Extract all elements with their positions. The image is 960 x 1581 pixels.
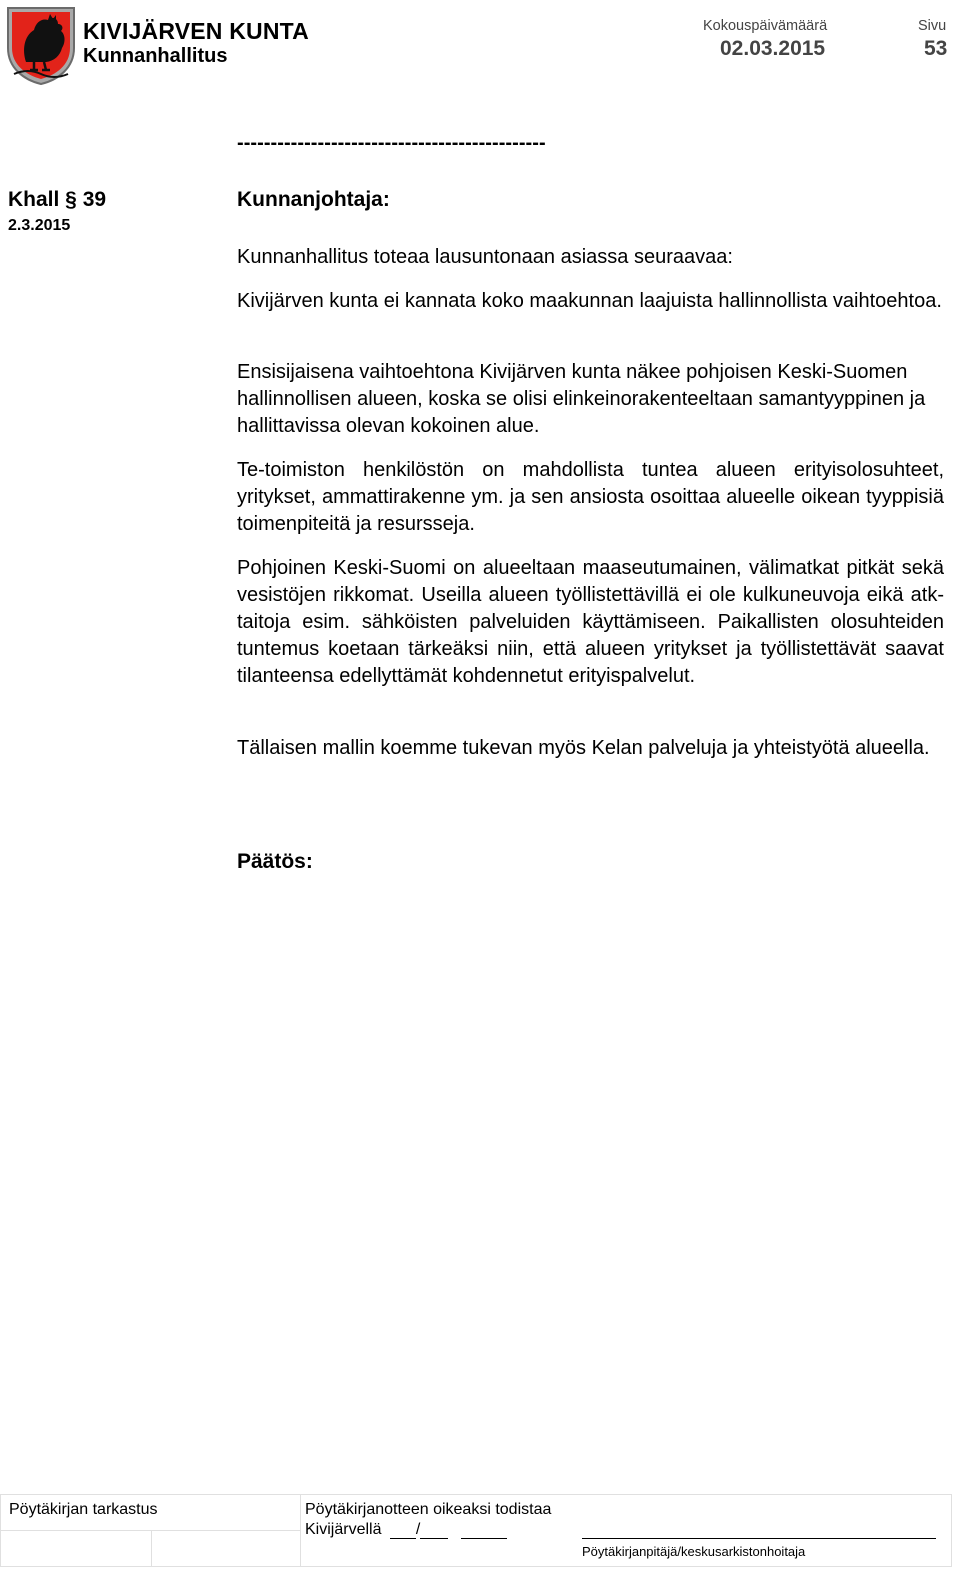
paragraph-3: Te-toimiston henkilöstön on mahdollista tuntea alueen erityisolosuhteet, yritykset, ammattirakenne ym. ja sen ansiosta osoittaa alueelle oikean tyyppisiä toimenpiteitä ja resursseja. [237, 459, 944, 535]
section-reference: Khall § 39 [8, 188, 107, 211]
signature-line [582, 1538, 936, 1539]
day-blank [390, 1522, 416, 1539]
rooster-coat-of-arms-icon [4, 4, 78, 86]
paragraph-1: Kivijärven kunta ei kannata koko maakunnan laajuista hallinnollista vaihtoehtoa. [237, 290, 942, 312]
footer-signature-cell-1 [1, 1531, 152, 1567]
separator-line: ---------------------------------------------- [237, 132, 546, 154]
page-number: 53 [924, 37, 948, 60]
date-separator: / [415, 1521, 421, 1538]
organization-unit: Kunnanhallitus [83, 45, 228, 67]
decision-heading: Päätös: [237, 850, 313, 873]
footer-signature-cell-2 [152, 1531, 301, 1567]
place-date-row [301, 1519, 951, 1539]
paragraph-5: Tällaisen mallin koemme tukevan myös Kelan palveluja ja yhteistyötä alueella. [237, 737, 930, 759]
paragraph-intro: Kunnanhallitus toteaa lausuntonaan asiassa seuraavaa: [237, 246, 733, 268]
footer-table [0, 1494, 952, 1567]
paragraph-4: Pohjoinen Keski-Suomi on alueeltaan maaseutumainen, välimatkat pitkät sekä vesistöjen rikkomat. Useilla alueen työllistettävillä ei ole kulkuneuvoja eikä atk-taitoja esim. sähköisten palveluiden käyttämiseen. Paikallisten olosuhteiden tuntemus koetaan tärkeäksi niin, että alueen yritykset ja työllistettävät saavat tilanteensa edellyttämät kohdennetut erityispalvelut. [237, 557, 944, 687]
certify-label: Pöytäkirjanotteen oikeaksi todistaa [305, 1501, 552, 1518]
footer-review-cell [1, 1495, 301, 1531]
section-date: 2.3.2015 [8, 217, 71, 234]
paragraph-2: Ensisijaisena vaihtoehtona Kivijärven kunta näkee pohjoisen Keski-Suomen hallinnollisen alueen, koska se olisi elinkeinorakenteeltaan samantyyppinen ja hallittavissa olevan kokoinen alue. [237, 361, 926, 437]
meeting-date-label: Kokouspäivämäärä [703, 18, 828, 34]
signer-title: Pöytäkirjanpitäjä/keskusarkistonhoitaja [582, 1544, 806, 1559]
section-heading: Kunnanjohtaja: [237, 188, 390, 211]
month-blank [420, 1522, 448, 1539]
review-label: Pöytäkirjan tarkastus [9, 1501, 158, 1518]
year-blank [461, 1522, 507, 1539]
page-label: Sivu [918, 18, 947, 34]
meeting-date-value: 02.03.2015 [720, 37, 826, 60]
organization-name: KIVIJÄRVEN KUNTA [83, 18, 309, 44]
place-name: Kivijärvellä [305, 1521, 382, 1538]
